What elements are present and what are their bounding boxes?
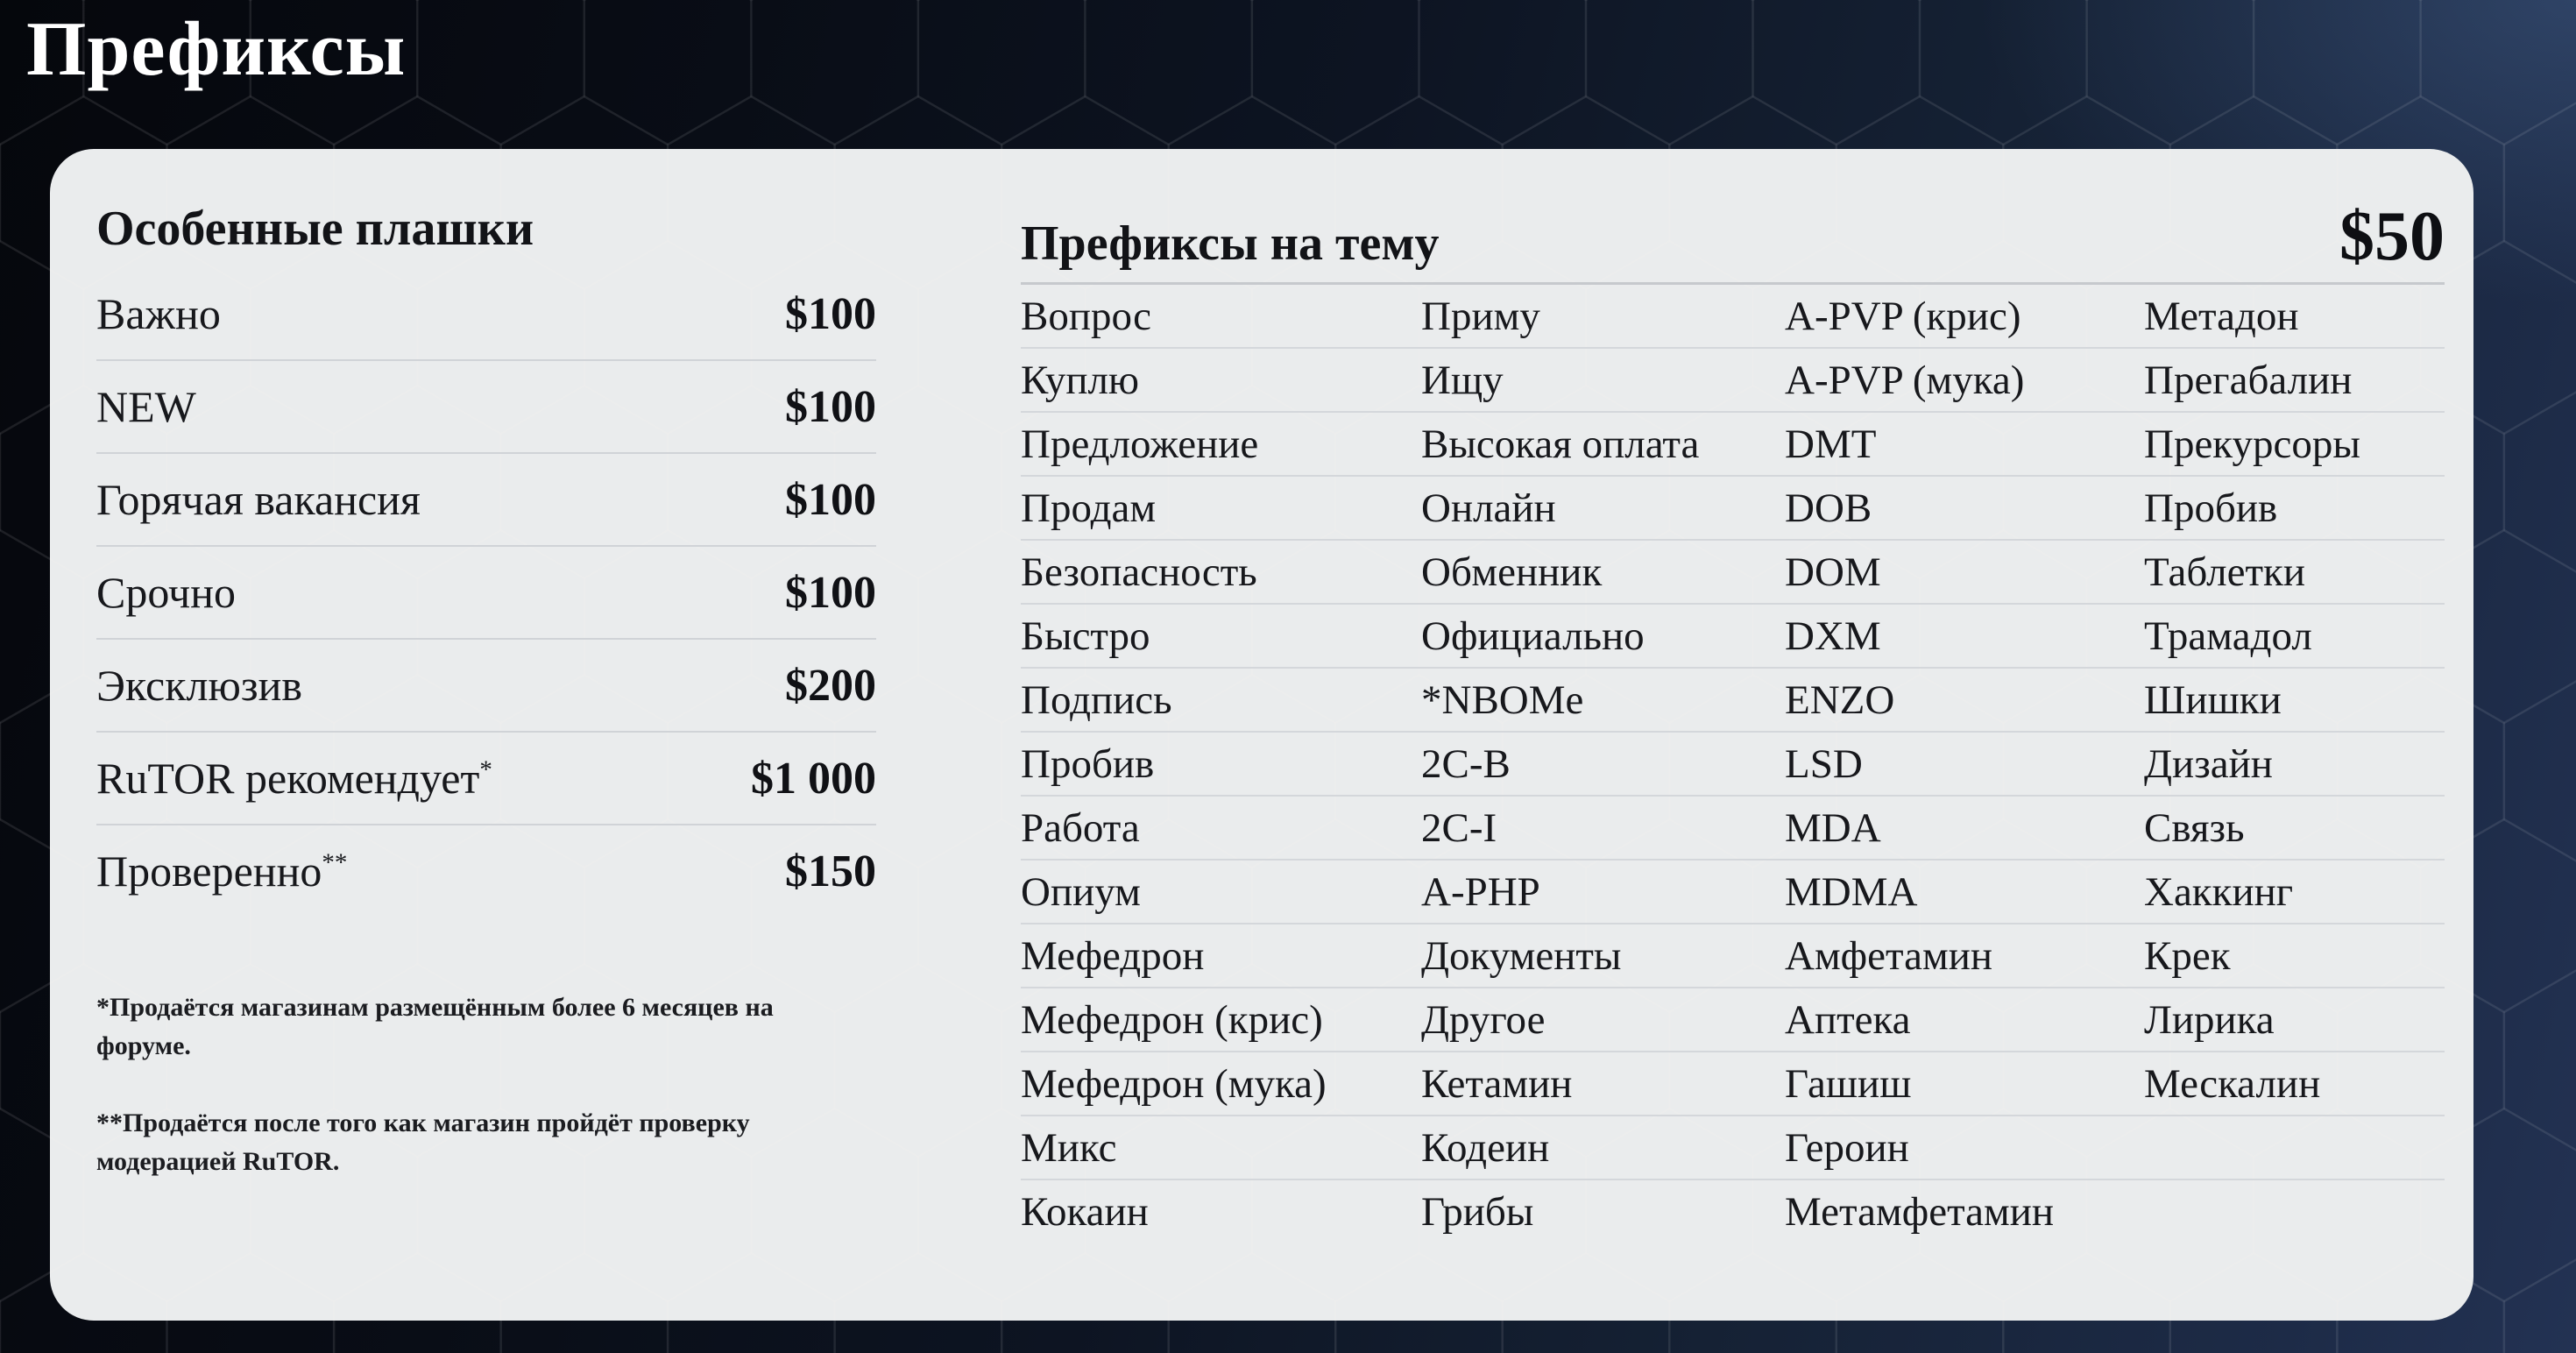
- prefix-item: Связь: [2144, 804, 2245, 851]
- prefix-grid-row: [1021, 797, 2445, 861]
- badge-label: NEW: [96, 382, 196, 431]
- prefix-item: Метадон: [2144, 293, 2299, 339]
- prefix-item: Онлайн: [1421, 485, 1556, 531]
- prefix-item: Предложение: [1021, 421, 1259, 467]
- prefix-item: Продам: [1021, 485, 1157, 531]
- prefix-item: Другое: [1421, 996, 1546, 1043]
- prefix-item: Прегабалин: [2144, 357, 2353, 403]
- prefix-grid-row: [1021, 349, 2445, 413]
- badge-row: [96, 825, 876, 917]
- badge-price: $200: [785, 660, 876, 711]
- prefix-item: Пробив: [2144, 485, 2278, 531]
- badge-row: [96, 640, 876, 733]
- prefix-grid-row: [1021, 861, 2445, 924]
- prefix-item: Приму: [1421, 293, 1540, 339]
- prefix-grid-row: [1021, 541, 2445, 605]
- prefix-item: Высокая оплата: [1421, 421, 1700, 467]
- prefix-item: Ищу: [1421, 357, 1504, 403]
- prefix-item: DMT: [1785, 421, 1877, 467]
- prefix-grid-row: [1021, 988, 2445, 1052]
- prefix-grid-row: [1021, 413, 2445, 477]
- prefix-item: Пробив: [1021, 740, 1155, 787]
- prefix-item: Хаккинг: [2144, 868, 2294, 915]
- topic-prefixes-price: $50: [2339, 198, 2445, 275]
- footnote-marker: **: [322, 848, 348, 877]
- prefix-item: MDMA: [1785, 868, 1918, 915]
- prefix-item: Быстро: [1021, 613, 1150, 659]
- prefix-grid-row: [1021, 285, 2445, 349]
- topic-prefixes-panel: [1021, 198, 2445, 1243]
- prefix-item: A-PVP (крис): [1785, 293, 2021, 339]
- prefix-item: Трамадол: [2144, 613, 2312, 659]
- prefix-item: Таблетки: [2144, 549, 2305, 595]
- badge-row: [96, 547, 876, 640]
- prefix-item: 2C-B: [1421, 740, 1511, 787]
- footnote-text: *Продаётся магазинам размещённым более 6 месяцев на форуме.: [96, 993, 774, 1061]
- prefix-grid-row: [1021, 733, 2445, 797]
- prefix-item: *NBOMe: [1421, 676, 1584, 723]
- prefix-item: Лирика: [2144, 996, 2275, 1043]
- badge-label: Срочно: [96, 568, 236, 617]
- badge-row: [96, 361, 876, 454]
- badge-row: [96, 733, 876, 825]
- prefix-item: Кокаин: [1021, 1188, 1149, 1235]
- badge-row: [96, 454, 876, 547]
- prefix-item: Опиум: [1021, 868, 1141, 915]
- badge-price: $100: [785, 474, 876, 525]
- prefix-item: Безопасность: [1021, 549, 1257, 595]
- prefix-item: Подпись: [1021, 676, 1172, 723]
- prefix-item: DOB: [1785, 485, 1872, 531]
- prefix-grid-row: [1021, 669, 2445, 733]
- prefix-item: Мефедрон (мука): [1021, 1060, 1327, 1107]
- prefix-item: Официально: [1421, 613, 1645, 659]
- prefix-item: Кодеин: [1421, 1124, 1550, 1171]
- prefix-grid-row: [1021, 1116, 2445, 1180]
- footnote-marker: *: [479, 755, 492, 784]
- footnotes: [96, 988, 815, 1181]
- prefix-item: Мефедрон: [1021, 932, 1205, 979]
- prefix-grid-row: [1021, 605, 2445, 669]
- prefix-item: Крек: [2144, 932, 2231, 979]
- prefix-item: A-PVP (мука): [1785, 357, 2025, 403]
- topic-prefixes-header: [1021, 198, 2445, 285]
- prefix-item: Вопрос: [1021, 293, 1152, 339]
- badge-price: $100: [785, 381, 876, 432]
- prefix-item: MDA: [1785, 804, 1881, 851]
- prefix-item: Прекурсоры: [2144, 421, 2360, 467]
- badge-row: [96, 268, 876, 361]
- prefix-item: Куплю: [1021, 357, 1140, 403]
- prefix-item: Микс: [1021, 1124, 1117, 1171]
- badge-label: RuTOR рекомендует*: [96, 754, 492, 803]
- prefix-item: DOM: [1785, 549, 1881, 595]
- prefix-item: 2C-I: [1421, 804, 1497, 851]
- badge-price: $150: [785, 846, 876, 896]
- badge-price: $1 000: [751, 753, 876, 804]
- prefix-grid-row: [1021, 1180, 2445, 1243]
- footnote-text: **Продаётся после того как магазин пройдёт проверку модерацией RuTOR.: [96, 1109, 750, 1177]
- badge-price: $100: [785, 567, 876, 618]
- prefix-item: LSD: [1785, 740, 1863, 787]
- topic-prefixes-title: Префиксы на тему: [1021, 216, 1440, 271]
- prefix-item: Документы: [1421, 932, 1622, 979]
- prefix-item: ENZO: [1785, 676, 1895, 723]
- prefix-item: Обменник: [1421, 549, 1603, 595]
- badge-label: Проверенно**: [96, 847, 348, 896]
- prefix-item: A-PHP: [1421, 868, 1540, 915]
- prefix-item: Аптека: [1785, 996, 1911, 1043]
- prefix-grid-row: [1021, 1052, 2445, 1116]
- prefix-grid-row: [1021, 924, 2445, 988]
- prefix-item: Кетамин: [1421, 1060, 1573, 1107]
- special-badges-panel: [96, 198, 876, 1220]
- prefix-item: Шишки: [2144, 676, 2282, 723]
- page-title: Префиксы: [26, 7, 407, 92]
- prefix-item: Мескалин: [2144, 1060, 2321, 1107]
- prefix-item: Гашиш: [1785, 1060, 1912, 1107]
- prefix-item: Героин: [1785, 1124, 1909, 1171]
- special-badges-title: Особенные плашки: [96, 202, 534, 256]
- prefix-item: Дизайн: [2144, 740, 2273, 787]
- prefix-item: Работа: [1021, 804, 1140, 851]
- badge-label: Важно: [96, 289, 221, 338]
- prefix-grid: [1021, 285, 2445, 1243]
- prefix-item: DXM: [1785, 613, 1881, 659]
- badge-label: Горячая вакансия: [96, 475, 421, 524]
- prefix-item: Амфетамин: [1785, 932, 1993, 979]
- prefix-item: Метамфетамин: [1785, 1188, 2055, 1235]
- prefix-grid-row: [1021, 477, 2445, 541]
- prefix-item: Мефедрон (крис): [1021, 996, 1323, 1043]
- prefix-item: Грибы: [1421, 1188, 1534, 1235]
- special-badges-list: [96, 268, 876, 917]
- badge-price: $100: [785, 288, 876, 339]
- badge-label: Эксклюзив: [96, 661, 302, 710]
